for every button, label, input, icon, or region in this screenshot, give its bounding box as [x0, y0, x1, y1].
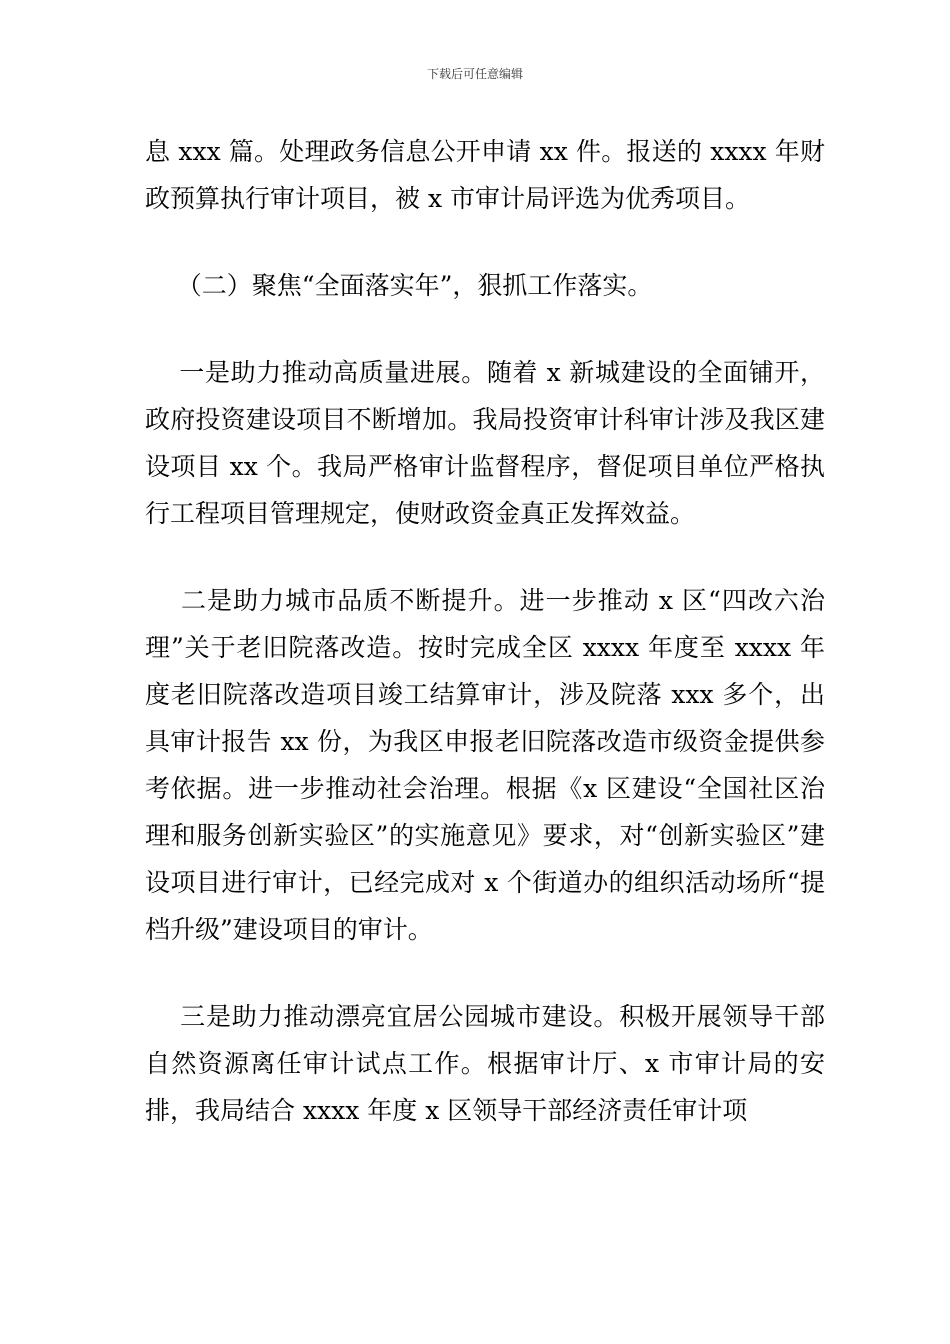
document-body — [145, 128, 825, 1134]
paragraph-point-one: 一是助力推动高质量进展。随着 x 新城建设的全面铺开，政府投资建设项目不断增加。我局投资审计科审计涉及我区建设项目 xx 个。我局严格审计监督程序，督促项目单位严格执行工程项目管理规定，使财政资金真正发挥效益。 — [145, 358, 825, 528]
section-heading: （二）聚焦“全面落实年”，狠抓工作落实。 — [145, 271, 653, 300]
page-header-note: 下载后可任意编辑 — [426, 67, 523, 81]
paragraph-continuation: 息 xxx 篇。处理政务信息公开申请 xx 件。报送的 xxxx 年财政预算执行审计项目，被 x 市审计局评选为优秀项目。 — [145, 137, 825, 213]
paragraph-point-three: 三是助力推动漂亮宜居公园城市建设。积极开展领导干部自然资源离任审计试点工作。根据审计厅、x 市审计局的安排，我局结合 xxxx 年度 x 区领导干部经济责任审计项 — [145, 1002, 825, 1125]
paragraph-point-two: 二是助力城市品质不断提升。进一步推动 x 区“四改六治理”关于老旧院落改造。按时完成全区 xxxx 年度至 xxxx 年度老旧院落改造项目竣工结算审计，涉及院落 xxx 多个，出具审计报告 xx 份，为我区申报老旧院落改造市级资金提供参考依据。进一步推动社会治理。根据《x 区建设“全国社区治理和服务创新实验区”的实施意见》要求，对“创新实验区”建设项目进行审计，已经完成对 x 个街道办的组织活动场所“提档升级”建设项目的审计。 — [145, 586, 825, 944]
